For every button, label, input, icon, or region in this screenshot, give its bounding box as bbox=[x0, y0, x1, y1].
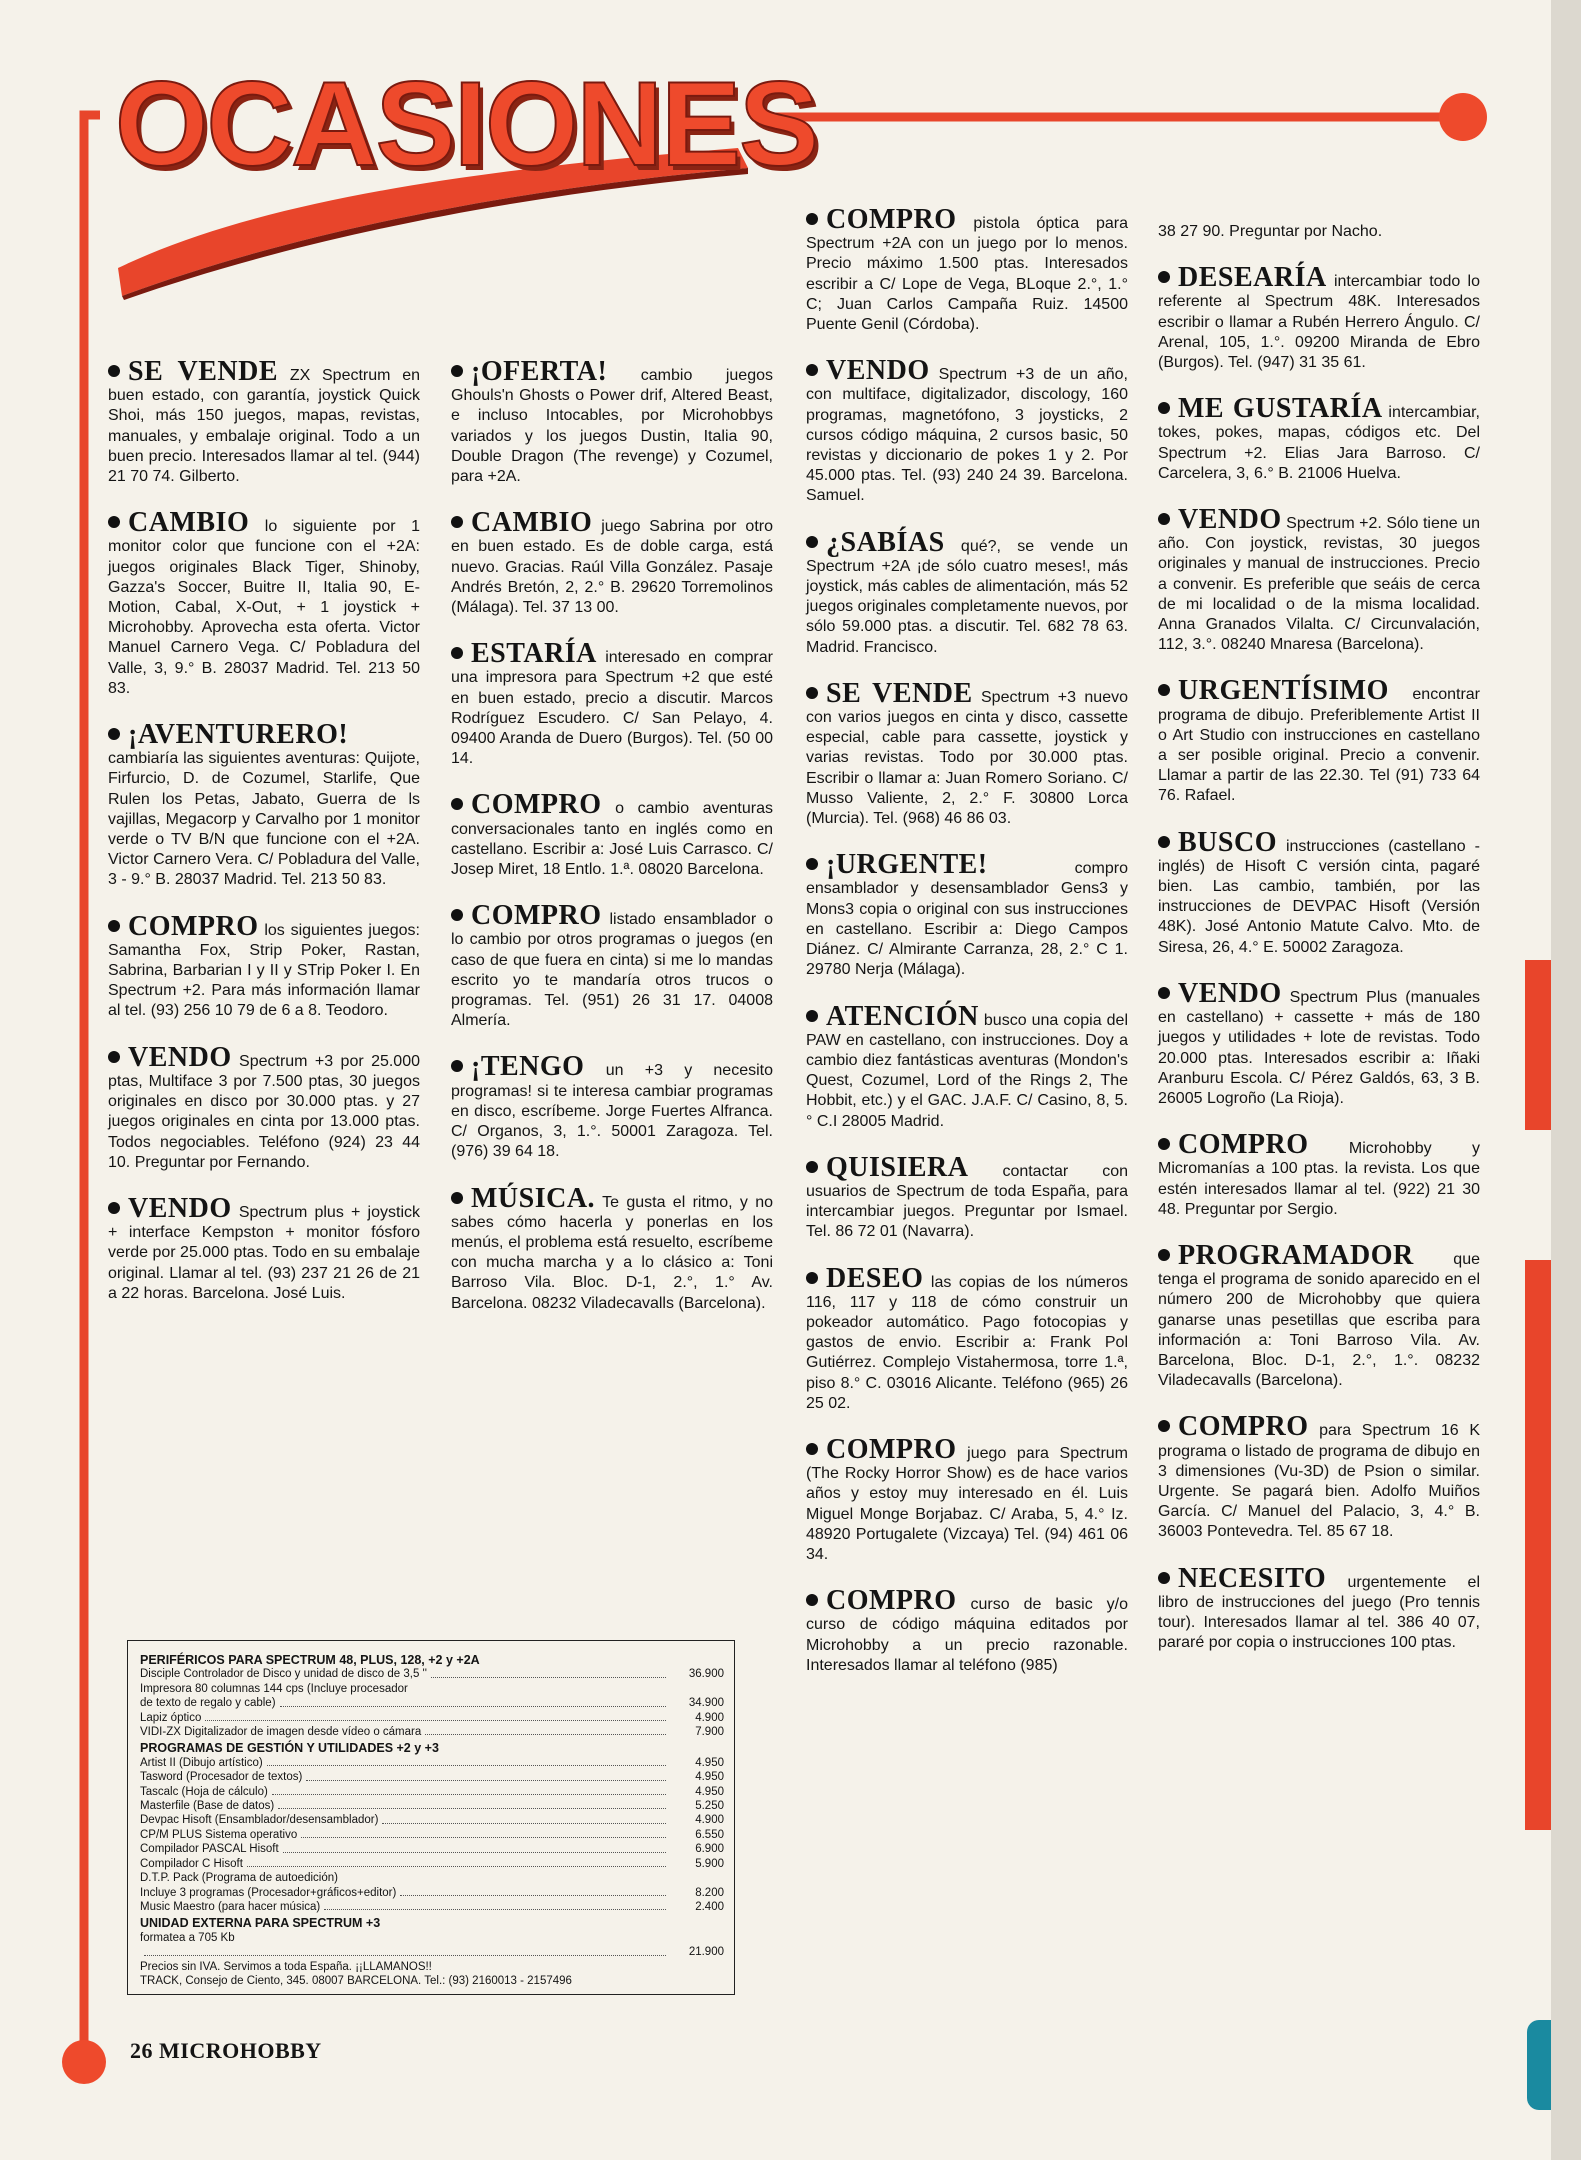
classified-ad bbox=[1158, 826, 1480, 958]
bullet-icon bbox=[806, 1272, 818, 1284]
ad-text: busco una copia del PAW en castellano, con instrucciones. Doy a cambio diez fantásticas aventuras (Mondon's Quest, Cozumel, Lord of the Rings 2, The Hobbit, etc.) y el GAC. J.A.F. C/ Casino, 8, 5.° C.I 28005 Madrid. bbox=[806, 1011, 1128, 1130]
price-list-row bbox=[140, 1842, 724, 1856]
ad-keyword: CAMBIO bbox=[471, 507, 593, 539]
price-list-row bbox=[140, 1945, 724, 1959]
classified-ad bbox=[806, 677, 1128, 829]
ad-keyword: COMPRO bbox=[1178, 1411, 1309, 1443]
leader-dots bbox=[272, 1794, 666, 1795]
product-price: 5.900 bbox=[695, 1857, 724, 1870]
price-list-note: TRACK, Consejo de Ciento, 345. 08007 BARCELONA. Tel.: (93) 2160013 - 2157496 bbox=[140, 1974, 572, 1987]
leader-dots bbox=[280, 1706, 666, 1707]
classified-ad bbox=[806, 1585, 1128, 1676]
product-price: 21.900 bbox=[688, 1946, 724, 1959]
bullet-icon bbox=[1158, 402, 1170, 414]
product-price: 36.900 bbox=[688, 1668, 724, 1681]
bullet-icon bbox=[108, 920, 120, 932]
ads-column-2 bbox=[451, 356, 774, 1340]
price-list-heading: PROGRAMAS DE GESTIÓN Y UTILIDADES +2 y +3 bbox=[140, 1741, 439, 1756]
ad-text: Te gusta el ritmo, y no sabes cómo hacerla y ponerlas en los menús, el problema está resuelto, escríbeme con mucha marcha y a lo clásico a: Toni Barroso Vila. Bloc. D-1, 2.°, 1.° Av. Barcelona. 08232 Viladecavalls (Barcelona). bbox=[451, 1193, 774, 1312]
ad-text: Spectrum plus + joystick + interface Kempston + monitor fósforo verde por 25.000 ptas. Todo en su embalaje original. Llamar al tel. (93) 237 21 26 de 21 a 22 horas. Barcelona. José Luis. bbox=[108, 1203, 420, 1302]
product-price: 6.550 bbox=[695, 1828, 724, 1841]
product-price: 4.950 bbox=[695, 1785, 724, 1798]
bullet-icon bbox=[108, 516, 120, 528]
bullet-icon bbox=[806, 1161, 818, 1173]
bullet-icon bbox=[1158, 1249, 1170, 1261]
product-price: 4.900 bbox=[695, 1814, 724, 1827]
ad-keyword: COMPRO bbox=[471, 900, 602, 932]
classified-ad bbox=[451, 1182, 774, 1314]
classified-ad bbox=[1158, 393, 1480, 484]
ad-keyword: COMPRO bbox=[826, 1433, 957, 1465]
ad-keyword: DESEARÍA bbox=[1178, 262, 1327, 294]
bullet-icon bbox=[1158, 1572, 1170, 1584]
ad-keyword: VENDO bbox=[128, 1192, 232, 1224]
ad-text: Spectrum +3 por 25.000 ptas, Multiface 3 por 7.500 ptas, 30 juegos originales en disco por 30.000 ptas. y 27 juegos originales en cinta por 13.000 ptas. Todos negociables. Teléfono (924) 23 44 10. Preguntar por Fernando. bbox=[108, 1052, 420, 1171]
bullet-icon bbox=[1158, 987, 1170, 999]
price-list-heading: UNIDAD EXTERNA PARA SPECTRUM +3 bbox=[140, 1916, 381, 1931]
product-price: 7.900 bbox=[695, 1726, 724, 1739]
ad-text: qué?, se vende un Spectrum +2A ¡de sólo cuatro meses!, más joystick, más cables de alimentación, más 52 juegos originales completamente nuevos, por sólo 59.000 ptas. a discutir. Tel. 682 78 63. Madrid. Francisco. bbox=[806, 537, 1128, 656]
bullet-icon bbox=[451, 909, 463, 921]
ad-text: compro ensamblador y desensamblador Gens3 y Mons3 copia o original con sus instrucciones en castellano. Escribir a: Diego Campos Diánez. C/ Almirante Carranza, 28, 2.° C 1. 29780 Nerja (Málaga). bbox=[806, 860, 1128, 979]
classified-ad bbox=[451, 900, 773, 1031]
leader-dots bbox=[425, 1734, 666, 1735]
bullet-icon bbox=[108, 365, 120, 377]
price-list-row bbox=[140, 1725, 724, 1739]
product-name: de texto de regalo y cable) bbox=[140, 1697, 276, 1710]
ad-keyword: BUSCO bbox=[1178, 826, 1277, 858]
bullet-icon bbox=[451, 798, 463, 810]
bullet-icon bbox=[451, 1192, 463, 1204]
leader-dots bbox=[431, 1677, 666, 1678]
bullet-icon bbox=[1158, 836, 1170, 848]
classified-ad bbox=[108, 507, 420, 699]
bullet-icon bbox=[806, 1443, 818, 1455]
bullet-icon bbox=[806, 858, 818, 870]
classified-ad bbox=[1158, 675, 1480, 806]
classified-ad bbox=[108, 910, 420, 1022]
ad-text: Microhobby y Micromanías a 100 ptas. la revista. Los que estén interesados llamar al tel. (922) 21 30 48. Preguntar por Sergio. bbox=[1158, 1140, 1480, 1218]
ad-keyword: QUISIERA bbox=[826, 1151, 969, 1183]
bullet-icon bbox=[806, 364, 818, 376]
product-name: Compilador PASCAL Hisoft bbox=[140, 1843, 279, 1856]
product-name: Tasword (Procesador de textos) bbox=[140, 1771, 303, 1784]
ad-text: encontrar programa de dibujo. Preferiblemente Artist II o Art Studio con instrucciones en castellano a ser posible original. Precio a convenir. Llamar a partir de las 22.30. Tel (91) 733 64 76. Rafael. bbox=[1158, 686, 1480, 805]
ads-column-4 bbox=[1158, 222, 1480, 1679]
ad-text: Spectrum +3 nuevo con varios juegos en cinta y disco, cassette especial, cable para cassette, joystick y varias revistas. Todo por 30.000 ptas. Escribir o llamar a: Juan Romero Soriano. C/ Musso Valiente, 2, 2.° F. 30800 Lorca (Murcia). Tel. (968) 46 86 03. bbox=[806, 688, 1128, 828]
price-list-row bbox=[140, 1857, 724, 1871]
ad-text: contactar con usuarios de Spectrum de toda España, para intercambiar juegos. Preguntar por Ismael. Tel. 86 72 01 (Navarra). bbox=[806, 1162, 1128, 1241]
product-name: Compilador C Hisoft bbox=[140, 1857, 243, 1870]
price-list-row bbox=[140, 1828, 724, 1842]
ad-text: pistola óptica para Spectrum +2A con un juego por lo menos. Precio máximo 1.500 ptas. Interesados escribir a C/ Lope de Vega, BLoque 2.°, 1.° C; Juan Carlos Campaña Ruiz. 14500 Puente Genil (Córdoba). bbox=[806, 215, 1129, 334]
ad-keyword: COMPRO bbox=[1178, 1129, 1309, 1161]
product-name: Masterfile (Base de datos) bbox=[140, 1800, 275, 1813]
classified-ad bbox=[806, 1000, 1128, 1132]
classified-ad bbox=[108, 1041, 420, 1173]
bullet-icon bbox=[806, 1594, 818, 1606]
price-list-row bbox=[140, 1799, 724, 1813]
price-list-note: Impresora 80 columnas 144 cps (Incluye procesador bbox=[140, 1682, 408, 1695]
bullet-icon bbox=[451, 365, 463, 377]
bullet-icon bbox=[1158, 684, 1170, 696]
product-name: Lapiz óptico bbox=[140, 1711, 202, 1724]
classified-ad bbox=[806, 1433, 1128, 1565]
ad-text: los siguientes juegos: Samantha Fox, Strip Poker, Rastan, Sabrina, Barbarian I y II y STrip Poker I. En Spectrum +2. Para más información llamar al tel. (93) 256 10 79 de 6 a 8. Teodoro. bbox=[108, 921, 420, 1020]
classified-ad bbox=[806, 1151, 1128, 1243]
ad-keyword: MÚSICA. bbox=[471, 1182, 596, 1214]
ad-text: ZX Spectrum en buen estado, con garantía, joystick Quick Shoi, más 150 juegos, mapas, revistas, manuales, y embalaje original. Todo a un buen precio. Interesados llamar al tel. (944) 21 70 74. Gilberto. bbox=[108, 367, 420, 486]
top-rule-dot bbox=[1439, 93, 1487, 141]
classified-ad bbox=[1158, 262, 1481, 373]
page-title: OCASIONES bbox=[115, 57, 818, 191]
price-list-row bbox=[140, 1696, 724, 1710]
price-list-box bbox=[127, 1640, 735, 1995]
price-list-row bbox=[140, 1756, 724, 1770]
price-list-row bbox=[140, 1667, 724, 1681]
product-name: Incluye 3 programas (Procesador+gráficos+editor) bbox=[140, 1886, 397, 1899]
bullet-icon bbox=[1158, 1420, 1170, 1432]
leader-dots bbox=[283, 1852, 666, 1853]
bullet-icon bbox=[108, 1202, 120, 1214]
bullet-icon bbox=[806, 536, 818, 548]
product-name: CP/M PLUS Sistema operativo bbox=[140, 1828, 298, 1841]
bullet-icon bbox=[1158, 271, 1170, 283]
leader-dots bbox=[144, 1955, 666, 1956]
classified-ad bbox=[451, 1051, 774, 1162]
product-price: 2.400 bbox=[695, 1900, 724, 1913]
ad-keyword: SE VENDE bbox=[826, 677, 973, 709]
ad-keyword: ¿SABÍAS bbox=[826, 526, 945, 558]
ad-keyword: COMPRO bbox=[826, 204, 957, 235]
ad-keyword: VENDO bbox=[1178, 977, 1282, 1009]
classified-ad bbox=[108, 356, 420, 487]
left-rule-dot bbox=[62, 2040, 106, 2084]
classified-ad bbox=[108, 719, 420, 891]
bullet-icon bbox=[1158, 513, 1170, 525]
classified-ad bbox=[1158, 1562, 1480, 1654]
ads-column-3 bbox=[806, 204, 1129, 1702]
ad-text: intercambiar todo lo referente al Spectrum 48K. Interesados escribir o llamar a Rubén Herrero Ángulo. C/ Arenal, 105, 1.°. 09200 Miranda de Ebro (Burgos). Tel. (947) 31 35 61. bbox=[1158, 273, 1481, 372]
ad-text: instrucciones (castellano - inglés) de Hisoft C versión cinta, pagaré bien. Las cambio, también, por las instrucciones de DEVPAC Hisoft (Versión 48K). José Antonio Matute Calvo. Mto. de Siresa, 26, 4.° E. 50002 Zaragoza. bbox=[1158, 837, 1480, 956]
classified-ad bbox=[1158, 504, 1480, 655]
ad-keyword: VENDO bbox=[128, 1041, 232, 1073]
price-list-row bbox=[140, 1813, 724, 1827]
product-price: 4.900 bbox=[695, 1711, 724, 1724]
price-list-row bbox=[140, 1711, 724, 1725]
product-name: Disciple Controlador de Disco y unidad de disco de 3,5 '' bbox=[140, 1668, 427, 1681]
ad-text: cambio juegos Ghouls'n Ghosts o Power drif, Altered Beast, e incluso Intocables, por Microhobbys variados y los juegos Dustin, Italia 90, Double Dragon (The revenge) y Cozumel, para +2A. bbox=[451, 367, 773, 486]
classified-ad bbox=[806, 526, 1128, 658]
ad-keyword: ESTARÍA bbox=[471, 638, 597, 670]
ad-keyword: COMPRO bbox=[826, 1585, 957, 1617]
ad-text: un +3 y necesito programas! si te interesa cambiar programas en disco, escríbeme. Jorge Fuertes Alfranca. C/ Organos, 3, 1.°. 50001 Zaragoza. Tel. (976) 39 64 18. bbox=[451, 1062, 774, 1161]
ad-text: las copias de los números 116, 117 y 118 de cómo construir un pokeador automático. Pago fotocopias y gastos de envio. Escribir a: Frank Pol Gutiérrez. Complejo Vistahermosa, torre 1.ª, piso 8.° C. 03016 Alicante. Teléfono (965) 26 25 02. bbox=[806, 1273, 1129, 1412]
page-footer: 26 MICROHOBBY bbox=[130, 2038, 322, 2063]
price-list-row bbox=[140, 1886, 724, 1900]
classified-ad bbox=[806, 1262, 1129, 1414]
ad-keyword: DESEO bbox=[826, 1262, 924, 1294]
product-name: Artist II (Dibujo artístico) bbox=[140, 1756, 263, 1769]
product-price: 34.900 bbox=[688, 1697, 724, 1710]
ad-text: Spectrum +3 de un año, con multiface, digitalizador, discology, 160 programas, magnetófono, 3 joysticks, 2 cursos código máquina, 2 cursos basic, 50 revistas y diccionario de pokes 1 y 2. Por 45.000 ptas. Tel. (93) 240 24 39. Barcelona. Samuel. bbox=[806, 366, 1128, 505]
classified-ad bbox=[1158, 222, 1480, 242]
leader-dots bbox=[267, 1765, 666, 1766]
ad-keyword: COMPRO bbox=[471, 789, 602, 821]
product-price: 5.250 bbox=[695, 1800, 724, 1813]
ad-keyword: ATENCIÓN bbox=[826, 1000, 979, 1032]
bullet-icon bbox=[451, 516, 463, 528]
ad-keyword: CAMBIO bbox=[128, 507, 250, 539]
bullet-icon bbox=[108, 728, 120, 740]
classified-ad bbox=[1158, 1411, 1480, 1542]
ad-keyword: NECESITO bbox=[1178, 1562, 1327, 1594]
leader-dots bbox=[278, 1808, 666, 1809]
ad-text: que tenga el programa de sonido aparecido en el número 200 de Microhobby que quiera ganarse unas pesetillas que escriba para información a: Toni Barroso Vila. Av. Barcelona, Bloc. D-1, 2.°, 1.°. 08232 Viladecavalls (Barcelona). bbox=[1158, 1250, 1480, 1390]
classified-ad bbox=[1158, 1129, 1480, 1220]
ad-text: Spectrum +2. Sólo tiene un año. Con joystick, revistas, 30 juegos originales y manual de instrucciones. Precio a convenir. Es preferible que seáis de cerca de mi localidad o de la misma localidad. Anna Granados Vilalta. C/ Circunvalación, 112, 3.°. 08240 Mnaresa (Barcelona). bbox=[1158, 515, 1480, 654]
leader-dots bbox=[306, 1780, 666, 1781]
leader-dots bbox=[324, 1909, 666, 1910]
product-price: 6.900 bbox=[695, 1843, 724, 1856]
ad-text: intercambiar, tokes, pokes, mapas, códigos etc. Del Spectrum +2. Elias Jara Barroso. C/ Carcelera, 3, 6.° B. 21006 Huelva. bbox=[1158, 404, 1480, 482]
bullet-icon bbox=[108, 1051, 120, 1063]
classified-ad bbox=[1158, 1239, 1480, 1391]
ad-text: cambiaría las siguientes aventuras: Quijote, Firfurcio, D. de Cozumel, Starlife, Que Rulen los Petas, Jabato, Guerra de ls vajillas, Megacorp y Carvalho por 1 monitor verde o TV B/N que funcione con el +2A. Victor Carnero Vera. C/ Pobladura del Valle, 3 - 9.° B. 28037 Madrid. Tel. 213 50 83. bbox=[108, 750, 420, 889]
leader-dots bbox=[301, 1837, 666, 1838]
product-price: 8.200 bbox=[695, 1886, 724, 1899]
classified-ad bbox=[451, 356, 773, 487]
price-list-note: Precios sin IVA. Servimos a toda España. ¡¡LLAMANOS!! bbox=[140, 1960, 432, 1973]
product-price: 4.950 bbox=[695, 1771, 724, 1784]
ad-keyword: PROGRAMADOR bbox=[1178, 1239, 1414, 1271]
classified-ad bbox=[1158, 977, 1480, 1109]
product-name: Tascalc (Hoja de cálculo) bbox=[140, 1785, 268, 1798]
classified-ad bbox=[451, 507, 774, 618]
bullet-icon bbox=[451, 647, 463, 659]
ad-keyword: ¡OFERTA! bbox=[471, 356, 608, 387]
bullet-icon bbox=[806, 1010, 818, 1022]
bullet-icon bbox=[451, 1060, 463, 1072]
classified-ad bbox=[806, 204, 1129, 335]
classified-ad bbox=[806, 849, 1128, 980]
bullet-icon bbox=[806, 213, 818, 225]
ad-text: o cambio aventuras conversacionales tanto en inglés como en castellano. Escribir a: José Luis Carrasco. C/ Josep Miret, 18 Entlo. 1.ª. 08020 Barcelona. bbox=[451, 800, 773, 879]
ad-keyword: ME GUSTARÍA bbox=[1178, 393, 1383, 425]
ad-text: urgentemente el libro de instrucciones del juego (Pro tennis tour). Interesados llamar al tel. 386 40 07, pararé por copia o instrucciones 100 ptas. bbox=[1158, 1573, 1480, 1652]
ad-keyword: SE VENDE bbox=[128, 356, 279, 387]
product-name: Music Maestro (para hacer música) bbox=[140, 1900, 321, 1913]
ad-text: juego para Spectrum (The Rocky Horror Show) es de hace varios años y estoy muy interesado en él. Luis Miguel Monge Borjabaz. C/ Araba, 5, 4.° Iz. 48920 Portugalete (Vizcaya) Tel. (94) 461 06 34. bbox=[806, 1444, 1128, 1563]
bullet-icon bbox=[806, 687, 818, 699]
ad-keyword: COMPRO bbox=[128, 910, 259, 942]
bullet-icon bbox=[1158, 1138, 1170, 1150]
leader-dots bbox=[400, 1895, 666, 1896]
price-list-row bbox=[140, 1785, 724, 1799]
product-price: 4.950 bbox=[695, 1756, 724, 1769]
ad-text: para Spectrum 16 K programa o listado de programa de dibujo en 3 dimensiones (Vu-3D) de Psion o similar. Urgente. Se pagará bien. Adolfo Muiños García. C/ Manuel del Palacio, 3, 4.° B. 36003 Pontevedra. Tel. 85 67 18. bbox=[1158, 1422, 1480, 1541]
ad-text: Spectrum Plus (manuales en castellano) + cassette + más de 180 juegos y utilidades + lote de revistas. Todo 20.000 ptas. Interesados escribir a: Iñaki Aranburu Escola. C/ Pérez Galdós, 63, 3 B. 26005 Logroño (La Rioja). bbox=[1158, 988, 1480, 1107]
ad-text: 38 27 90. Preguntar por Nacho. bbox=[1158, 223, 1383, 240]
price-list-row bbox=[140, 1900, 724, 1914]
ad-text: curso de basic y/o curso de código máquina editados por Microhobby a un precio razonable. Interesados llamar al teléfono (985) bbox=[806, 1596, 1128, 1674]
ad-text: lo siguiente por 1 monitor color que funcione con el +2A: juegos originales Black Tiger, Shinoby, Gazza's Soccer, Buitre II, Italia 90, E-Motion, Cabal, X-Out, + 1 joystick + Microhobby. Aprovecha esta oferta. Victor Manuel Carnero Vega. C/ Pobladura del Valle, 3, 9.° B. 28037 Madrid. Tel. 213 50 83. bbox=[108, 518, 420, 697]
ad-keyword: URGENTÍSIMO bbox=[1178, 675, 1389, 707]
product-name: VIDI-ZX Digitalizador de imagen desde vídeo o cámara bbox=[140, 1726, 422, 1739]
ad-keyword: VENDO bbox=[1178, 504, 1282, 536]
price-list-note: D.T.P. Pack (Programa de autoedición) bbox=[140, 1872, 338, 1885]
ad-keyword: ¡TENGO bbox=[471, 1051, 585, 1083]
classified-ad bbox=[108, 1192, 420, 1304]
price-list-row bbox=[140, 1770, 724, 1784]
leader-dots bbox=[247, 1866, 666, 1867]
ad-text: listado ensamblador o lo cambio por otros programas o juegos (en caso de que fuera en cinta) si me lo mandas escrito yo te mandaría otros trucos o programas. Tel. (951) 26 31 17. 04008 Almería. bbox=[451, 911, 773, 1030]
ad-text: interesado en comprar una impresora para Spectrum +2 que esté en buen estado, precio a discutir. Marcos Rodríguez Escudero. C/ San Pelayo, 4. 09400 Aranda de Duero (Burgos). Tel. (50 00 14. bbox=[451, 649, 773, 768]
ads-column-1 bbox=[108, 356, 420, 1330]
ad-keyword: VENDO bbox=[826, 355, 930, 387]
price-list-heading: PERIFÉRICOS PARA SPECTRUM 48, PLUS, 128, +2 y +2A bbox=[140, 1653, 480, 1667]
ad-text: juego Sabrina por otro en buen estado. Es de doble carga, está nuevo. Gracias. Raúl Villa González. Pasaje Andrés Bretón, 2, 2.° B. 29620 Torremolinos (Málaga). Tel. 37 13 00. bbox=[451, 518, 774, 617]
classified-ad bbox=[451, 789, 773, 880]
product-name: Devpac Hisoft (Ensamblador/desensamblador) bbox=[140, 1814, 379, 1827]
leader-dots bbox=[205, 1720, 666, 1721]
ad-keyword: ¡AVENTURERO! bbox=[128, 719, 349, 751]
classified-ad bbox=[451, 638, 773, 769]
price-list-note: formatea a 705 Kb bbox=[140, 1931, 235, 1944]
classified-ad bbox=[806, 355, 1128, 506]
leader-dots bbox=[382, 1823, 666, 1824]
ad-keyword: ¡URGENTE! bbox=[826, 849, 988, 881]
